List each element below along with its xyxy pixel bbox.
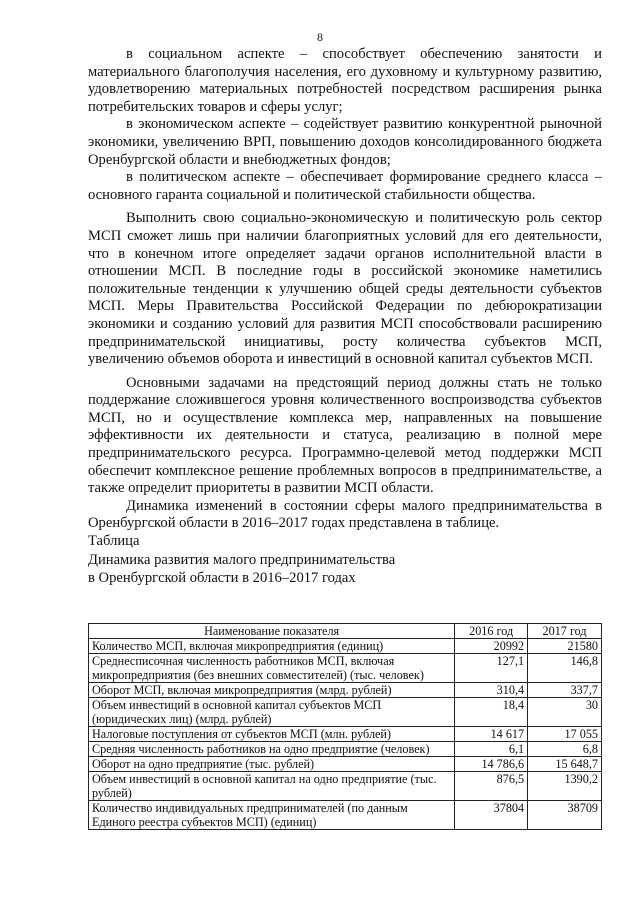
value-2017: 337,7 [528,683,602,698]
value-2017: 30 [528,698,602,727]
value-2016: 310,4 [455,683,528,698]
paragraph: Основными задачами на предстоящий период должны стать не только поддержание сложившегося уровня количественного воспроизводства субъектов МСП, но и осуществление комплекса мер, направленных на повышение эффективности их деятельности и статуса, реализацию в полной мере предпринимательского ресурса. Программно-целевой метод поддержки МСП обеспечит комплексное решение проблемных вопросов в предпринимательстве, а также определит приоритеты в развитии МСП области. [88,374,602,497]
paragraph: Динамика изменений в состоянии сферы малого предпринимательства в Оренбургской области в 2016–2017 годах представлена в таблице. [88,497,602,532]
value-2016: 37804 [455,801,528,830]
value-2016: 20992 [455,639,528,654]
indicator-name: Объем инвестиций в основной капитал на одно предприятие (тыс. рублей) [89,772,455,801]
value-2016: 14 786,6 [455,757,528,772]
value-2017: 15 648,7 [528,757,602,772]
paragraph: в экономическом аспекте – содействует развитию конкурентной рыночной экономики, увеличению ВРП, повышению доходов консолидированного бюджета Оренбургской области и внебюджетных фондов; [88,116,602,168]
table-row [89,639,602,654]
paragraph: в политическом аспекте – обеспечивает формирование среднего класса – основного гаранта социальной и политической стабильности общества. [88,169,602,203]
paragraph: Выполнить свою социально-экономическую и политическую роль сектор МСП сможет лишь при наличии благоприятных условий для его деятельности, что в конечном итоге определяет задачи органов исполнительной власти в отношении МСП. В последние годы в российской экономике наметились положительные тенденции к улучшению общей среды деятельности субъектов МСП. Меры Правительства Российской Федерации по дебюрократизации экономики и созданию условий для развития МСП способствовали расширению предпринимательской инициативы, росту количества субъектов МСП, увеличению объемов оборота и инвестиций в основной капитал субъектов МСП. [88,210,602,368]
indicator-name: Среднесписочная численность работников МСП, включая микропредприятия (без внешних совместителей) (тыс. человек) [89,654,455,683]
indicator-name: Количество индивидуальных предпринимателей (по данным Единого реестра субъектов МСП) (единиц) [89,801,455,830]
table-row [89,772,602,801]
table-label: Таблица [88,533,140,550]
paragraph: в социальном аспекте – способствует обеспечению занятости и материального благополучия населения, его духовному и культурному развитию, удовлетворению материальных потребностей посредством расширения рынка потребительских товаров и сферы услуг; [88,46,602,115]
body-text [88,46,602,587]
page-number: 8 [317,30,323,44]
indicator-name: Средняя численность работников на одно предприятие (человек) [89,742,455,757]
value-2017: 1390,2 [528,772,602,801]
header-indicator: Наименование показателя [89,624,455,639]
table-row [89,727,602,742]
value-2016: 6,1 [455,742,528,757]
table-row [89,698,602,727]
table-row [89,757,602,772]
table-row [89,683,602,698]
value-2016: 14 617 [455,727,528,742]
indicator-name: Оборот МСП, включая микропредприятия (млрд. рублей) [89,683,455,698]
value-2017: 17 055 [528,727,602,742]
table-title-line1: Динамика развития малого предпринимательства [88,551,396,568]
table-title-line2: в Оренбургской области в 2016–2017 годах [88,569,356,586]
value-2017: 38709 [528,801,602,830]
data-table [88,623,602,830]
indicator-name: Количество МСП, включая микропредприятия (единиц) [89,639,455,654]
table-row [89,801,602,830]
value-2016: 876,5 [455,772,528,801]
header-2017: 2017 год [528,624,602,639]
indicator-name: Оборот на одно предприятие (тыс. рублей) [89,757,455,772]
header-2016: 2016 год [455,624,528,639]
value-2016: 127,1 [455,654,528,683]
table-row [89,654,602,683]
indicator-name: Налоговые поступления от субъектов МСП (млн. рублей) [89,727,455,742]
table-row [89,742,602,757]
value-2016: 18,4 [455,698,528,727]
value-2017: 21580 [528,639,602,654]
value-2017: 146,8 [528,654,602,683]
indicator-name: Объем инвестиций в основной капитал субъектов МСП (юридических лиц) (млрд. рублей) [89,698,455,727]
table-header-row [89,624,602,639]
value-2017: 6,8 [528,742,602,757]
